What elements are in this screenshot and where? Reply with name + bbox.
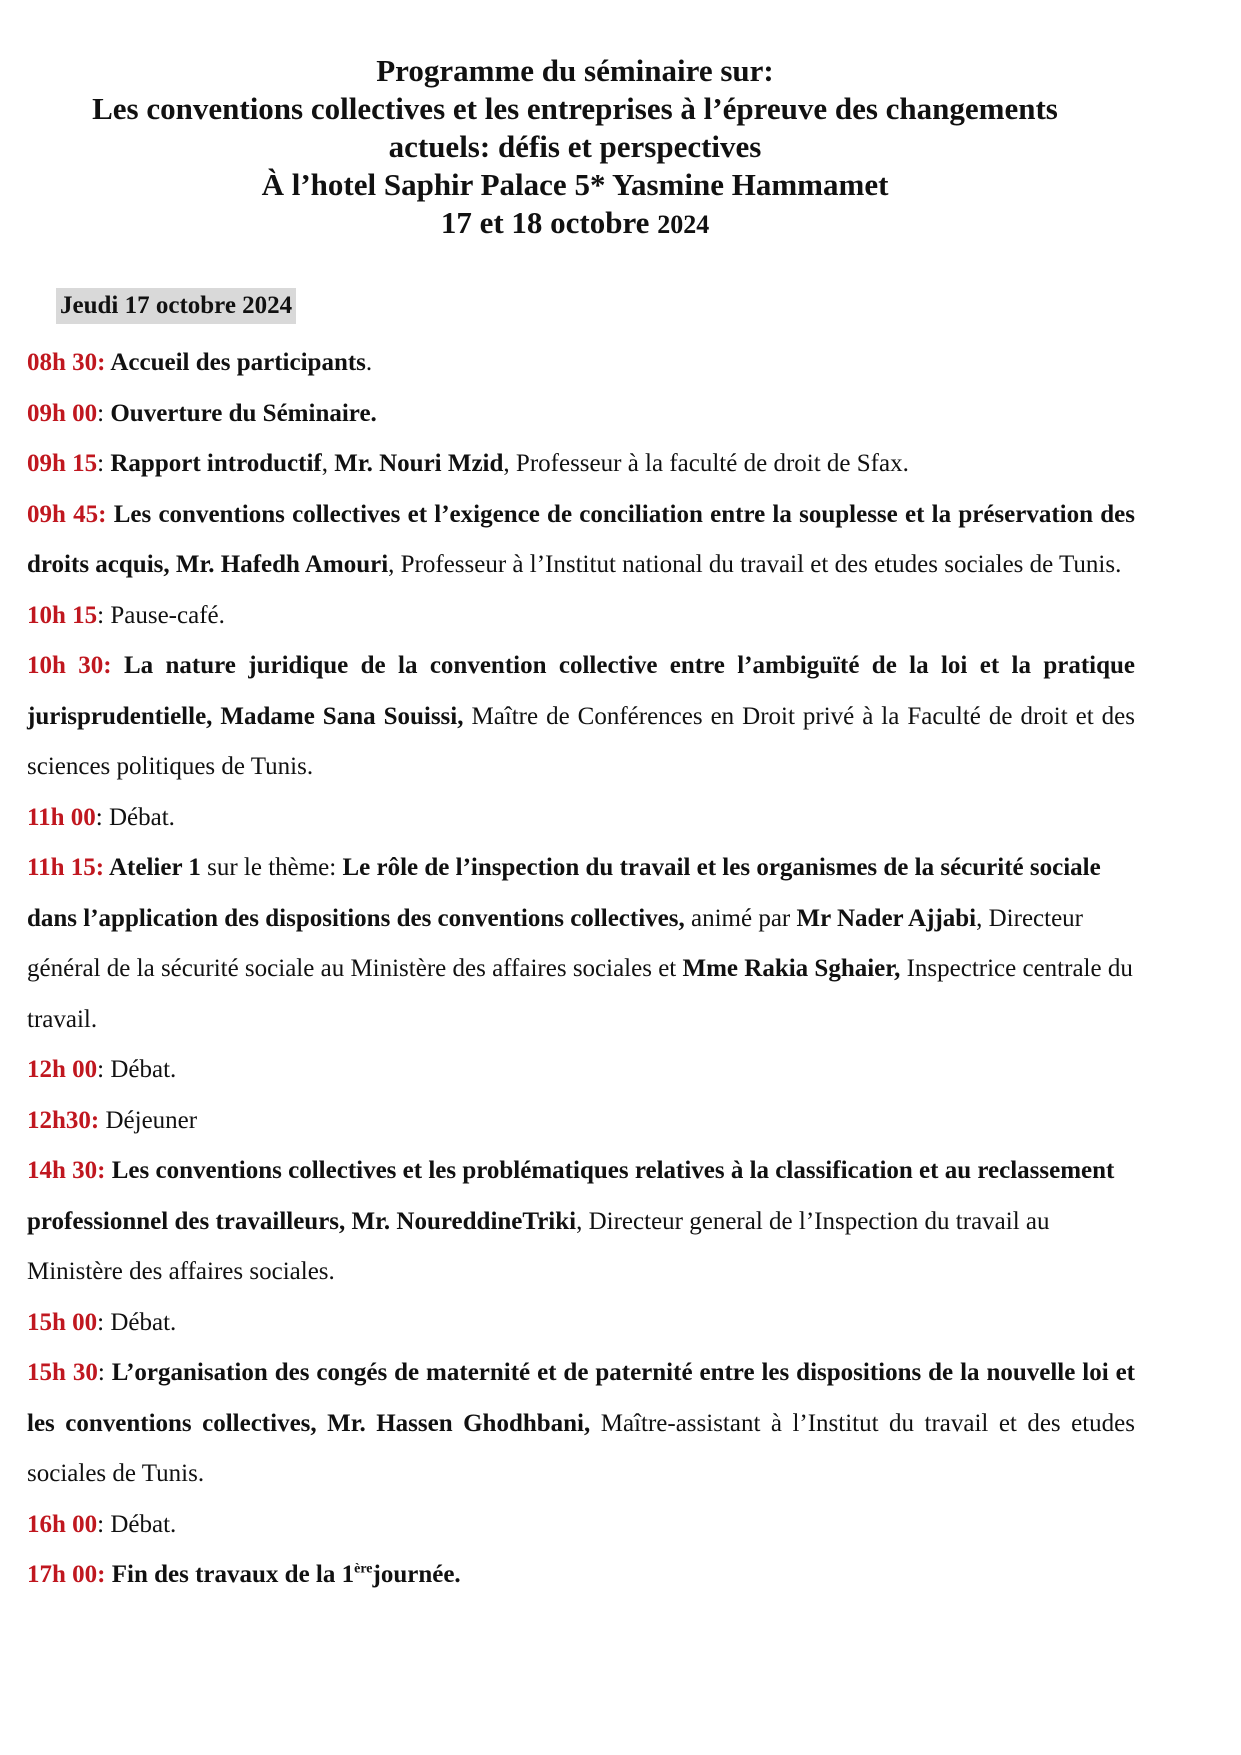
entry-separator: : — [97, 450, 105, 477]
schedule-entry — [27, 338, 1135, 389]
program-schedule — [27, 338, 1135, 1601]
entry-time: 15h 30 — [27, 1359, 98, 1386]
entry-time: 09h 00 — [27, 399, 98, 427]
entry-title: Fin des travaux de la 1 — [105, 1561, 355, 1588]
entry-text: Maître-assistant à l’Institut du travail et des etudes sociales de Tunis. — [27, 1409, 1135, 1487]
schedule-entry — [27, 1045, 1135, 1096]
entry-time: 14h 30: — [27, 1157, 106, 1184]
entry-text: Maître de Conférences en Droit privé à la Faculté de droit et des sciences politiques de Tunis. — [27, 702, 1135, 780]
schedule-entry — [27, 1348, 1135, 1500]
entry-title: Les conventions collectives et les problématiques relatives à la classification et au reclassement professionnel des travailleurs, Mr. NoureddineTriki — [27, 1157, 1115, 1235]
entry-speaker: Mr. Nouri Mzid — [334, 450, 504, 477]
header-dates — [0, 204, 1150, 244]
entry-title: L’organisation des congés de maternité et de paternité entre les dispositions de la nouvelle loi et les conventions collectives, Mr. Hassen Ghodhbani, — [27, 1359, 1136, 1437]
entry-title: Accueil des participants — [105, 349, 366, 376]
entry-time: 17h 00: — [27, 1561, 106, 1588]
schedule-entry — [27, 389, 1135, 440]
header-title-continued: actuels: défis et perspectives — [388, 129, 762, 164]
entry-time: 16h 00 — [27, 1510, 98, 1538]
entry-text: sur le thème: — [200, 854, 343, 881]
schedule-entry — [27, 439, 1135, 490]
schedule-entry — [27, 1096, 1135, 1147]
entry-text: . — [365, 349, 373, 376]
schedule-entry — [27, 1550, 1135, 1601]
header-venue: À l’hotel Saphir Palace 5* Yasmine Hammamet — [261, 167, 889, 202]
entry-time: 09h 45: — [27, 500, 107, 528]
entry-time: 15h 00 — [27, 1308, 98, 1336]
entry-text: Inspectrice centrale du travail. — [27, 955, 1133, 1033]
entry-text: , Directeur general de l’Inspection du travail au Ministère des affaires sociales. — [27, 1207, 1050, 1285]
schedule-entry — [27, 641, 1135, 793]
entry-time: 09h 15 — [27, 450, 98, 477]
header-title: Les conventions collectives et les entreprises à l’épreuve des changements — [92, 91, 1058, 126]
entry-separator: : — [97, 1359, 105, 1386]
entry-text: , Directeur général de la sécurité sociale au Ministère des affaires sociales et — [27, 904, 1084, 982]
entry-time: 10h 30: — [27, 652, 112, 679]
entry-atelier: Atelier 1 — [104, 854, 201, 881]
entry-title-end: journée. — [372, 1561, 461, 1588]
header-dates-main: 17 et 18 octobre — [440, 205, 650, 240]
entry-speaker: Mr Nader Ajjabi — [796, 904, 977, 932]
schedule-entry — [27, 793, 1135, 844]
entry-title: La nature juridique de la convention collective entre l’ambiguïté de la loi et la pratique jurisprudentielle, Madame Sana Souissi, — [27, 652, 1136, 730]
entry-speaker: Mme Rakia Sghaier, — [682, 955, 901, 982]
schedule-entry — [27, 591, 1135, 642]
schedule-entry — [27, 490, 1135, 591]
entry-title: Ouverture du Séminaire. — [104, 399, 377, 427]
entry-separator: : — [97, 1056, 105, 1083]
entry-text: Débat. — [104, 1308, 177, 1336]
entry-text: Débat. — [104, 1056, 177, 1083]
entry-time: 12h 00 — [27, 1056, 98, 1083]
schedule-entry — [27, 1298, 1135, 1349]
header-line-1: Programme du séminaire sur: — [376, 53, 774, 88]
entry-title: Les conventions collectives et l’exigence de conciliation entre la souplesse et la préservation des droits acquis, Mr. Hafedh Amouri — [27, 500, 1136, 578]
entry-time: 11h 00 — [27, 803, 96, 831]
entry-title: Rapport introductif — [104, 450, 322, 477]
entry-text: Pause-café. — [104, 601, 225, 629]
entry-text: , Professeur à la faculté de droit de Sfax. — [503, 450, 909, 477]
entry-time: 10h 15 — [27, 601, 98, 629]
header-dates-year: 2024 — [657, 210, 710, 239]
entry-theme: Le rôle de l’inspection du travail et les organismes de la sécurité sociale dans l’application des dispositions des conventions collectives, — [27, 854, 1101, 932]
day-label: Jeudi 17 octobre 2024 — [56, 288, 296, 324]
entry-text: , Professeur à l’Institut national du travail et des etudes sociales de Tunis. — [388, 551, 1122, 578]
entry-text: Déjeuner — [99, 1106, 198, 1134]
entry-separator: : — [97, 1510, 105, 1538]
entry-text: , — [321, 450, 335, 477]
schedule-entry — [27, 1146, 1135, 1298]
entry-separator: : — [97, 399, 105, 427]
entry-time: 12h30: — [27, 1106, 100, 1134]
entry-text: Débat. — [102, 803, 175, 831]
entry-separator: : — [97, 1308, 105, 1336]
schedule-entry — [27, 1500, 1135, 1551]
entry-superscript: ère — [354, 1561, 373, 1577]
entry-text: Débat. — [104, 1510, 177, 1538]
schedule-entry — [27, 843, 1135, 1045]
entry-text: animé par — [684, 904, 797, 932]
entry-time: 08h 30: — [27, 349, 106, 376]
document-header — [0, 52, 1150, 244]
entry-time: 11h 15: — [27, 854, 105, 881]
entry-separator: : — [97, 601, 105, 629]
entry-separator: : — [95, 803, 103, 831]
